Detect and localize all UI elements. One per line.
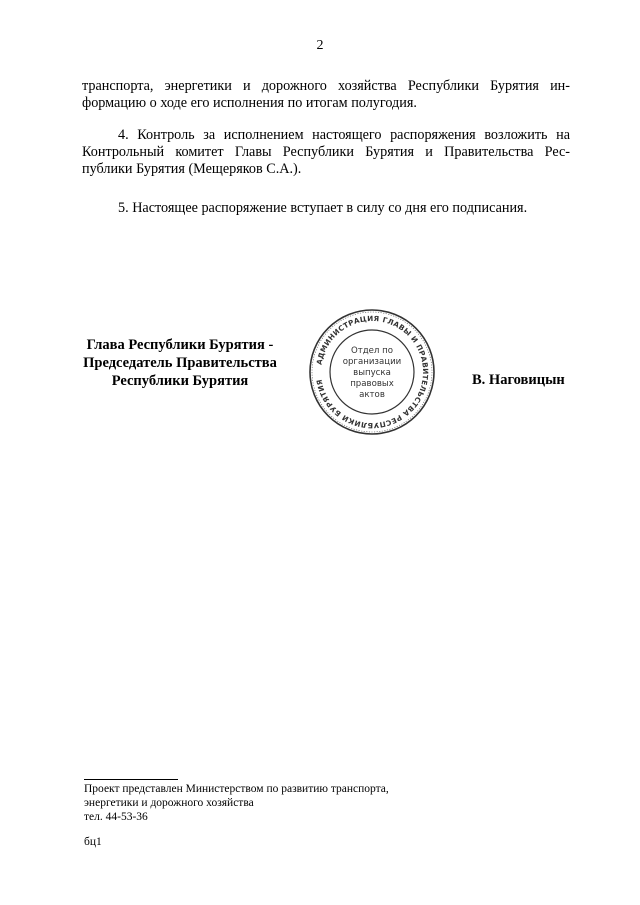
signatory-title-line: Глава Республики Бурятия - [86,337,274,353]
paragraph-line: Контрольный комитет Главы Республики Бурятия и Правительства Рес- [82,144,570,160]
seal-ring-text: АДМИНИСТРАЦИЯ ГЛАВЫ И ПРАВИТЕЛЬСТВА РЕСПУБЛИКИ БУРЯТИЯ [314,313,431,431]
seal-center-line: актов [359,390,385,400]
signatory-title-line: Председатель Правительства [83,355,277,371]
footer-note [84,782,389,824]
paragraph-item-5 [82,200,570,217]
paragraph-line: формацию о ходе его исполнения по итогам полугодия. [82,95,417,111]
footer-note-line: Проект представлен Министерством по развитию транспорта, [84,783,389,795]
paragraph-line: публики Бурятия (Мещеряков С.А.). [82,161,302,177]
signatory-title-line: Республики Бурятия [111,373,249,389]
seal-center-line: правовых [350,379,394,389]
seal-center-line: организации [342,357,402,367]
paragraph-line: 4. Контроль за исполнением настоящего распоряжения возложить на [118,127,570,143]
paragraph-line: транспорта, энергетики и дорожного хозяйства Республики Бурятия ин- [82,78,570,94]
footer-note-line: тел. 44-53-36 [84,811,148,823]
signatory-title [74,336,286,390]
document-code: бц1 [84,836,102,848]
paragraph-item-4 [82,127,570,178]
footer-note-line: энергетики и дорожного хозяйства [84,797,254,809]
seal-center-line: Отдел по [350,346,394,356]
signatory-name: В. Наговицын [472,372,565,388]
seal-center-line: выпуска [353,368,391,378]
paragraph-continuation [82,78,570,112]
official-seal [307,307,437,437]
page-number: 2 [316,38,324,53]
paragraph-line: 5. Настоящее распоряжение вступает в силу со дня его подписания. [118,200,528,216]
footer-divider [84,779,178,780]
